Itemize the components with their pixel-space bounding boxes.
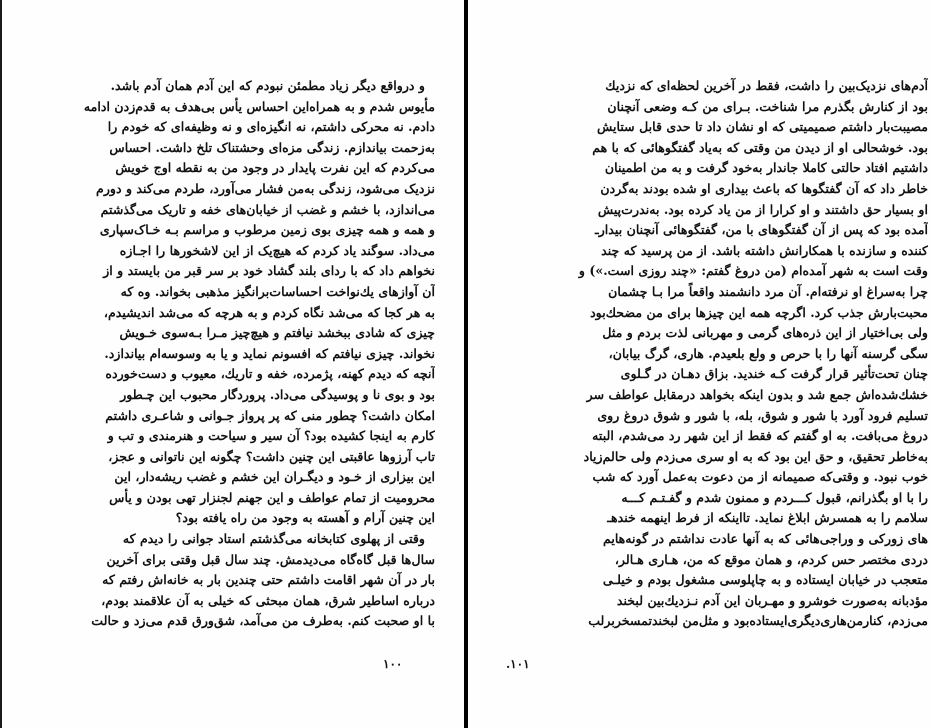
text-line: محرومیت از تمام عواطف و این جهنم لجنزار تهی بودن و یأس — [109, 489, 435, 505]
text-line: به هر کجا که می‌شد نگاه کردم و به هرچه که می‌شد اندیشیدم، — [103, 304, 435, 320]
text-line: این چنین آرام و آهسته به وجود من راه یافته بود؟ — [175, 510, 435, 526]
text-line: نخواهم داد که با ردای بلند گشاد خود بر سر قبر من بایستد و از — [103, 263, 435, 279]
text-line: او بسیار حق داشتند و او کرارا از من یاد کرده بود. به‌ندرت‌پیش — [597, 201, 928, 217]
text-line: داشتیم افتاد حالتی کاملا جاندار به‌خود گرفت و به من اطمینان — [604, 160, 928, 176]
left-page-text — [35, 76, 435, 632]
text-line: ولی بی‌اختیار از این ذره‌های گرمی و مهربانی لذت بردم و مثل — [602, 325, 928, 341]
page-number: ۱۰۰ — [383, 657, 403, 671]
text-line: مصیبت‌بار داشتم صمیمیتی که او نشان داد تا حدی قابل ستایش — [596, 119, 928, 135]
text-line: چنان تحت‌تأثیر قرار گرفت کـه خندید. بزاق دهـان در گـلوی — [620, 366, 928, 382]
text-line: تسلیم فرود آورد با شور و شوق، بله، با شور و شوق دروغ روی — [597, 407, 928, 423]
text-line: نزدیک می‌شود، زندگی به‌من فشار می‌آورد، طردم می‌کند و دورم — [96, 180, 435, 196]
text-line: این بیزاری از خـود و دیگـران این خشم و غضب ریشه‌دار، این — [114, 469, 435, 485]
left-page — [0, 0, 464, 728]
text-line: آمده بود که پس از آن گفتگوهای با من، گفتگوهائی آنچنان بیدار‌ـ — [595, 222, 928, 238]
right-page — [468, 0, 931, 728]
text-line: وقتی از پهلوی کتابخانه می‌گذشتم استاد جوانی را دیدم که — [122, 531, 425, 547]
page-number: .۱۰۱ — [506, 657, 530, 671]
text-line: سگی گرسنه آنها را با حرص و ولع بلعیدم. هاری، گرگ بیابان، — [608, 345, 928, 361]
text-line: وقت است به شهر آمده‌ام (من دروغ گفتم: «چند روزی است.») و — [578, 263, 928, 279]
page-edge — [0, 0, 2, 728]
text-line: خاطر داد که آن گفتگوها که باعث بیداری او شده بودند به‌گردن — [600, 180, 928, 196]
text-line: نخواند. چیزی نیافتم که افسونم نماید و یا به وسوسه‌ام بیاندازد. — [104, 345, 435, 361]
text-line: بود و بوی نا و پوسیدگی می‌داد. پروردگار محبوب این چـطور — [120, 386, 435, 402]
text-line: محبت‌بارش جذب کرد. اگرچه همه این چیزها برای من مضحك‌بود — [590, 304, 928, 320]
text-line: کارم به اینجا کشیده بود؟ آن سیر و سیاحت و هنرمندی و تب و — [107, 428, 435, 444]
text-line: می‌داد. سوگند یاد کردم که هیچ‌یک از این لاشخورها را اجـازه — [119, 242, 435, 258]
text-line: درباره اساطیر شرق، همان مبحثی که خیلی به آن علاقمند بودم، — [101, 592, 435, 608]
text-line: بار در آن شهر اقامت داشتم حتی چندین بار به خانه‌اش رفتم که — [102, 572, 435, 588]
text-line: دروغ می‌بافت. به او گفتم که فقط از این شهر رد می‌شدم، البته — [592, 428, 928, 444]
text-line: سال‌ها قبل گاه‌گاه می‌دیدمش. چند سال قبل وقتی برای آخرین — [106, 551, 435, 567]
text-line: و درواقع دیگر زیاد مطمئن نبودم که این آدم همان آدم باشد. — [110, 78, 425, 93]
text-line: چیزی که شادی ببخشد نیافتم و هیچ‌چیز مـرا بـه‌سوی خـویش — [119, 325, 435, 341]
text-line: به‌زحمت بیاندازم. زندگی مزه‌ای وحشتناک تلخ داشت. احساس — [109, 139, 435, 155]
text-line: کننده و سازنده با همکارانش داشته باشد. از من پرسید که چند — [601, 242, 928, 258]
text-line: خوب نبود. و وقتی‌که صمیمانه از من دعوت به‌عمل آورد که شب — [592, 469, 928, 485]
text-line: با او صحبت کنم. به‌طرف من می‌آمد، شق‌ورق قدم می‌زد و حالت — [91, 613, 435, 629]
text-line: را با او بگذرانم، قبول کـــردم و ممنون شدم و گفـتـم کـــه — [621, 489, 928, 505]
text-line: مؤدبانه به‌صورت خوشرو و مهـربان این آدم نـزدیك‌بین لبخند — [616, 592, 928, 608]
text-line: چرا به‌سراغ او نرفته‌ام. آن مرد دانشمند واقعاً مرا بـا چشمان — [608, 283, 928, 299]
text-line: می‌کردم که این نفرت پایدار در وجود من به نقطه اوج خویش — [115, 160, 435, 176]
text-line: و همه و همه چیزی بوی زمین مرطوب و مراسم بـه خـاک‌سپاری — [99, 222, 435, 238]
text-line: به‌خاطر تحقیق، و حق این بود که به او سری می‌زدم ولی حالم‌زیاد — [583, 448, 928, 464]
text-line: دردی مختصر حس کردم، و همان موقع که من، هـاری هـالر، — [614, 551, 928, 567]
text-line: سلامم را به همسرش ابلاغ نماید. تااینکه از فرط اینهمه خندهـ — [607, 510, 928, 526]
text-line: متعجب در خیابان ایستاده و به چاپلوسی مشغول بودم و خیلـی — [602, 572, 928, 588]
text-line: آدم‌های نزدیک‌بین را داشت، فقط در آخرین لحظه‌ای که نزدیك — [605, 78, 928, 93]
text-line: بود. خوشحالی او از دیدن من وقتی که به‌یاد گفتگوهائی که با هم — [592, 139, 928, 155]
right-page-text — [530, 76, 928, 632]
text-line: تاب آرزوها عاقبتی این چنین داشت؟ چگونه این ناتوانی و عجز، — [108, 448, 435, 464]
text-line: بود از کنارش بگذرم مرا شناخت. بـرای من کـه وضعی آنچنان — [607, 98, 928, 114]
text-line: دادم. نه محرکی داشتم، نه انگیزه‌ای و نه وظیفه‌ای که خودم را — [107, 119, 435, 135]
text-line: امکان داشت؟ چطور منی که پر پرواز جـوانی و شاعـری داشتم — [105, 407, 435, 423]
text-line: های زورکی و وراجی‌هائی که به آنها عادت نداشتم در گونه‌هایم — [602, 531, 928, 547]
text-line: می‌زدم، کنارمن‌هاری‌دیگری‌ایستاده‌بود و مثل‌من لبخندتمسخر‌برلب — [588, 613, 928, 629]
text-line: می‌اندازد، با خشم و غضب از خیابان‌های خفه و تاریک می‌گذشتم — [100, 201, 435, 217]
text-line: مأیوس شدم و به همراه‌این احساس یأس بی‌هدف به قدم‌زدن ادامه — [83, 98, 435, 114]
text-line: آنچه که دیدم کهنه، پژمرده، خفه و تاریك، معیوب و دست‌خورده — [105, 366, 435, 382]
text-line: خشك‌شده‌اش جمع شد و بدون اینکه بخواهد درمقابل عواطف سر — [586, 386, 928, 402]
text-line: آن آوازهای یك‌نواخت احساسات‌برانگیز مذهبی بخواند. وه که — [120, 283, 435, 299]
